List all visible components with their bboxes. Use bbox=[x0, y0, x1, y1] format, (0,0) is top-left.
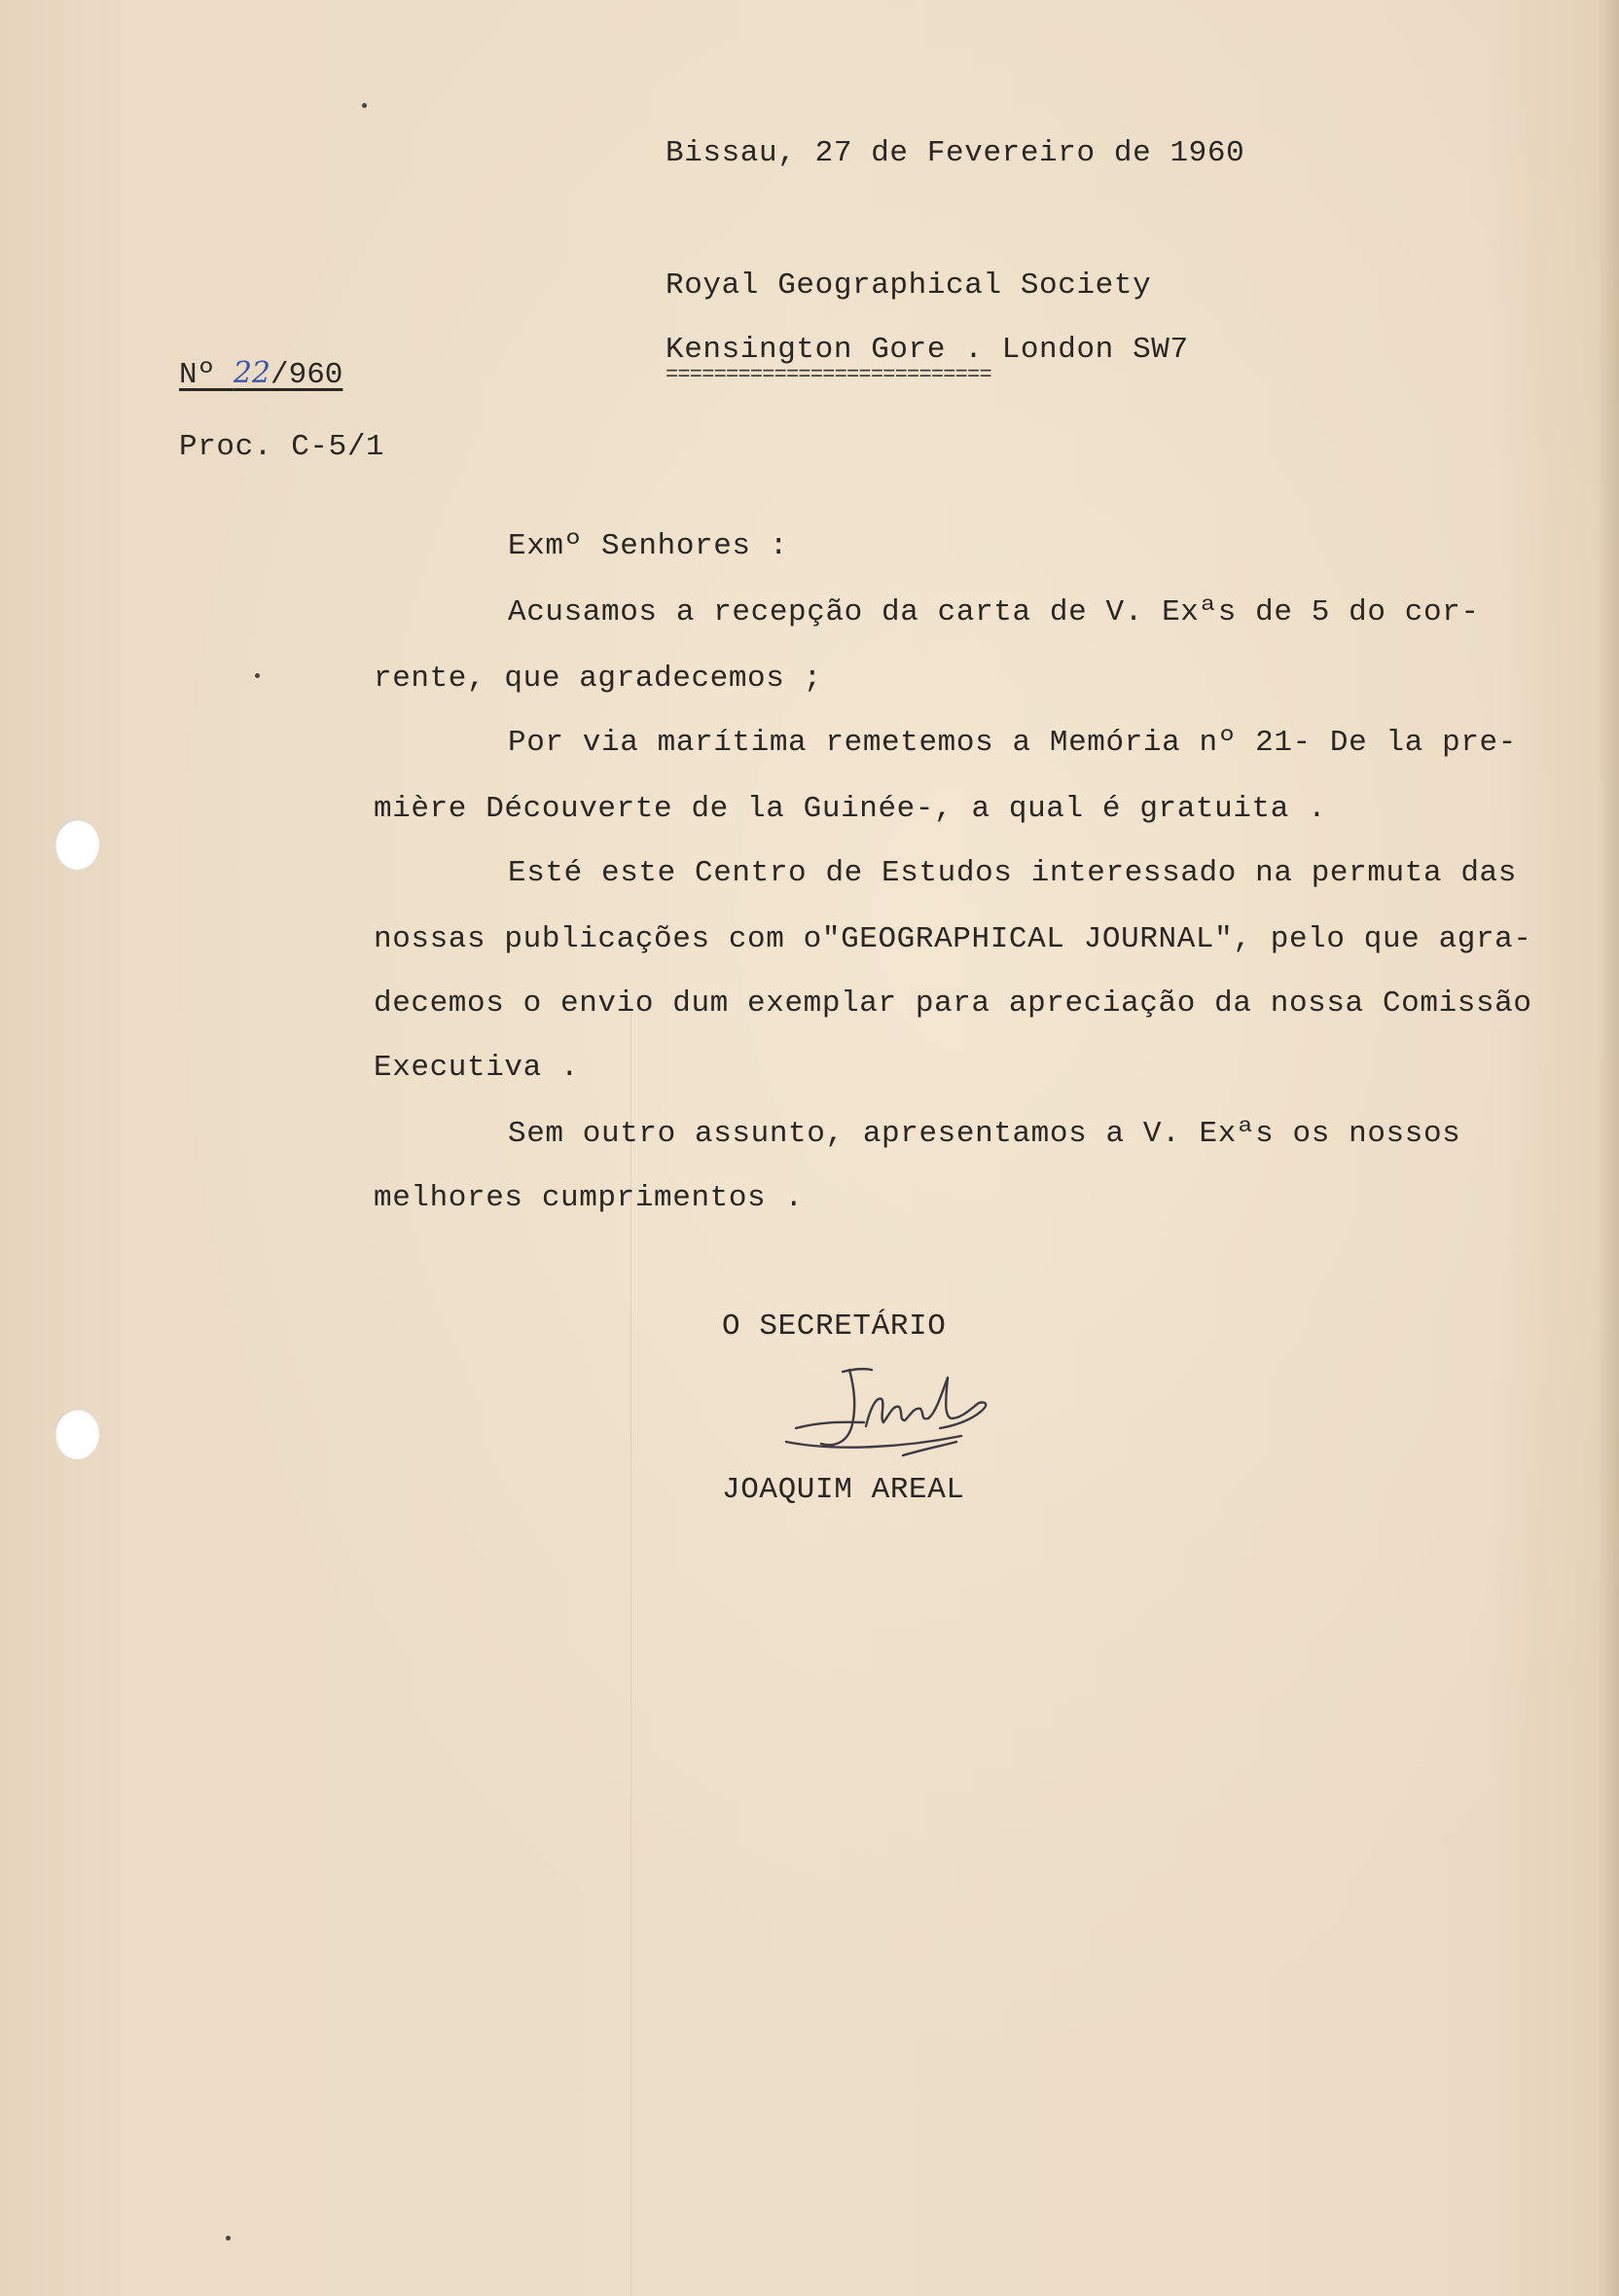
recipient-name: Royal Geographical Society bbox=[666, 269, 1152, 303]
letter-date: Bissau, 27 de Fevereiro de 1960 bbox=[666, 136, 1245, 170]
process-number: Proc. C-5/1 bbox=[179, 430, 385, 464]
salutation: Exmº Senhores : bbox=[508, 529, 789, 563]
body-line: rente, que agradecemos ; bbox=[374, 662, 822, 696]
body-line: Por via marítima remetemos a Memória nº 21- De la pre- bbox=[508, 726, 1517, 760]
body-line: Sem outro assunto, apresentamos a V. Exªs os nossos bbox=[508, 1117, 1461, 1151]
body-line: mière Découverte de la Guinée-, a qual é gratuita . bbox=[374, 792, 1327, 826]
body-line: Esté este Centro de Estudos interessado na permuta das bbox=[508, 856, 1517, 890]
body-line: nossas publicações com o"GEOGRAPHICAL JOURNAL", pelo que agra- bbox=[374, 922, 1532, 956]
ink-speck bbox=[362, 103, 367, 108]
punch-hole-bottom bbox=[54, 1409, 99, 1459]
reference-year: /960 bbox=[270, 358, 343, 392]
paper-edge-shadow bbox=[1598, 0, 1619, 2296]
punch-hole-top bbox=[54, 819, 99, 870]
body-line: decemos o envio dum exemplar para apreciação da nossa Comissão bbox=[374, 987, 1532, 1021]
reference-prefix: Nº bbox=[179, 358, 234, 392]
reference-handwritten-number: 22 bbox=[233, 356, 270, 390]
ink-speck bbox=[255, 673, 260, 678]
reference-number bbox=[179, 354, 342, 395]
handwritten-signature-icon bbox=[757, 1358, 1049, 1475]
ink-speck bbox=[226, 2236, 231, 2241]
body-line: Executiva . bbox=[374, 1051, 580, 1085]
body-line: melhores cumprimentos . bbox=[374, 1181, 804, 1215]
recipient-underline: =========================== bbox=[666, 363, 991, 387]
body-line: Acusamos a recepção da carta de V. Exªs de 5 do cor- bbox=[508, 595, 1480, 629]
recipient-address: Kensington Gore . London SW7 bbox=[666, 333, 1189, 367]
signatory-title: O SECRETÁRIO bbox=[722, 1309, 947, 1344]
signatory-name: JOAQUIM AREAL bbox=[722, 1473, 965, 1507]
